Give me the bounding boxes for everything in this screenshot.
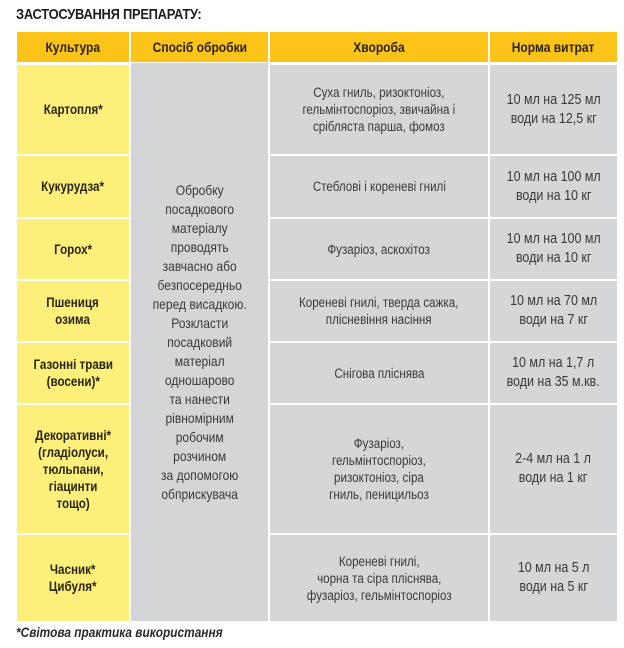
crop-cell: Декоративні* (гладіолуси, тюльпани, гіацинти тощо) bbox=[17, 403, 129, 533]
rate-cell: 10 мл на 100 мл води на 10 кг bbox=[490, 154, 617, 217]
footnote: *Світова практика використання bbox=[16, 625, 223, 640]
table-header-row bbox=[17, 32, 617, 63]
crop-cell: Горох* bbox=[17, 217, 129, 279]
crop-cell: Картопля* bbox=[17, 63, 129, 154]
rate-cell: 10 мл на 125 мл води на 12,5 кг bbox=[490, 63, 617, 154]
disease-cell: Фузаріоз, аскохітоз bbox=[270, 217, 488, 279]
table-row bbox=[17, 533, 617, 621]
table-row bbox=[17, 341, 617, 403]
application-table bbox=[15, 32, 619, 621]
table-row bbox=[17, 403, 617, 533]
disease-cell: Кореневі гнилі, тверда сажка, плісневіння насіння bbox=[270, 279, 488, 341]
crop-cell: Кукурудза* bbox=[17, 154, 129, 217]
crop-cell: Пшениця озима bbox=[17, 279, 129, 341]
crop-cell: Часник* Цибуля* bbox=[17, 533, 129, 621]
page-title: ЗАСТОСУВАННЯ ПРЕПАРАТУ: bbox=[16, 6, 202, 23]
header-method: Спосіб обробки bbox=[131, 32, 268, 63]
table-row bbox=[17, 279, 617, 341]
table-row bbox=[17, 63, 617, 154]
disease-cell: Снігова пліснява bbox=[270, 341, 488, 403]
table-row bbox=[17, 217, 617, 279]
rate-cell: 10 мл на 100 мл води на 10 кг bbox=[490, 217, 617, 279]
rate-cell: 10 мл на 70 мл води на 7 кг bbox=[490, 279, 617, 341]
disease-cell: Кореневі гнилі, чорна та сіра пліснява, фузаріоз, гельмінтоспоріоз bbox=[270, 533, 488, 621]
table-row bbox=[17, 154, 617, 217]
rate-cell: 10 мл на 1,7 л води на 35 м.кв. bbox=[490, 341, 617, 403]
rate-cell: 2-4 мл на 1 л води на 1 кг bbox=[490, 403, 617, 533]
disease-cell: Суха гниль, ризоктоніоз, гельмінтоспоріоз, звичайна і срібляста парша, фомоз bbox=[270, 63, 488, 154]
rate-cell: 10 мл на 5 л води на 5 кг bbox=[490, 533, 617, 621]
disease-cell: Фузаріоз, гельмінтоспоріоз, ризоктоніоз, сіра гниль, пеницильоз bbox=[270, 403, 488, 533]
method-cell: Обробку посадкового матеріалу проводять завчасно або безпосередньо перед висадкою. Розкласти посадковий матеріал одношарово та нанести рівномірним робочим розчином за допомогою обприскувача bbox=[131, 63, 268, 621]
disease-cell: Стеблові і кореневі гнилі bbox=[270, 154, 488, 217]
header-disease: Хвороба bbox=[270, 32, 488, 63]
crop-cell: Газонні трави (восени)* bbox=[17, 341, 129, 403]
header-rate: Норма витрат bbox=[490, 32, 617, 63]
header-crop: Культура bbox=[17, 32, 129, 63]
